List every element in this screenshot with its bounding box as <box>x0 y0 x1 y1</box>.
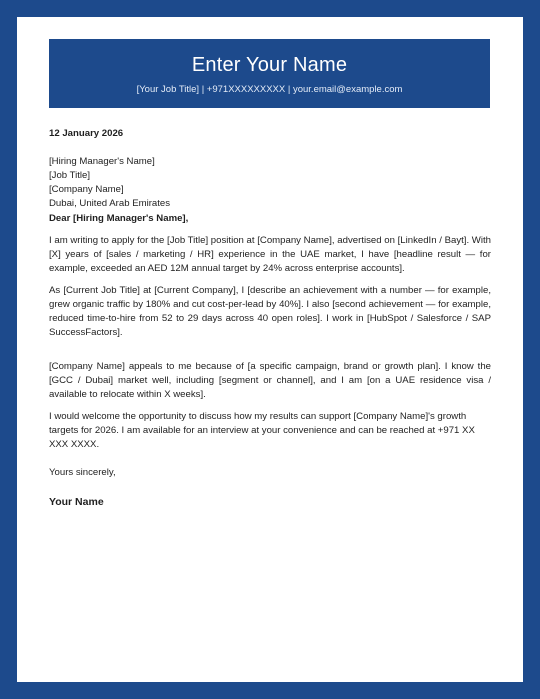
signature-name: Your Name <box>49 496 104 508</box>
recipient-location: Dubai, United Arab Emirates <box>49 198 171 209</box>
recipient-title: [Job Title] <box>49 170 91 181</box>
letter-date: 12 January 2026 <box>49 128 124 139</box>
contact-line: [Your Job Title] | +971XXXXXXXXX | your.email@example.com <box>136 84 403 95</box>
recipient-name: [Hiring Manager's Name] <box>49 156 155 167</box>
complimentary-close: Yours sincerely, <box>49 467 116 478</box>
greeting: Dear [Hiring Manager's Name], <box>49 213 189 224</box>
letter-body <box>49 127 491 509</box>
paragraph-achievements: As [Current Job Title] at [Current Company], I [describe an achievement with a number — for example, grew organic traffic by 180% and cut cost-per-lead by 40%]. I also [second achievement — for example, reduced time-to-hire from 52 to 29 days across 40 open roles]. I work in [HubSpot / Salesforce / SAP SuccessFactors]. <box>49 285 491 338</box>
paragraph-closing: I would welcome the opportunity to discuss how my results can support [Company Name]'s growth targets for 2026. I am available for an interview at your convenience and can be reached at +971 XX XXX XXXX. <box>49 411 475 450</box>
paragraph-intro: I am writing to apply for the [Job Title] position at [Company Name], advertised on [LinkedIn / Bayt]. With [X] years of [sales / marketing / HR] experience in the UAE market, I have [headline result — for example, exceeded an AED 12M annual target by 24% across enterprise accounts]. <box>49 235 491 274</box>
letter-page <box>17 17 523 682</box>
paragraph-motivation: [Company Name] appeals to me because of [a specific campaign, brand or growth plan]. I know the [GCC / Dubai] market well, including [segment or channel], and I am [on a UAE residence visa / available to relocate within X weeks]. <box>49 361 491 400</box>
recipient-block <box>49 155 491 211</box>
recipient-company: [Company Name] <box>49 184 124 195</box>
letter-header <box>49 39 490 108</box>
applicant-name: Enter Your Name <box>191 54 348 76</box>
